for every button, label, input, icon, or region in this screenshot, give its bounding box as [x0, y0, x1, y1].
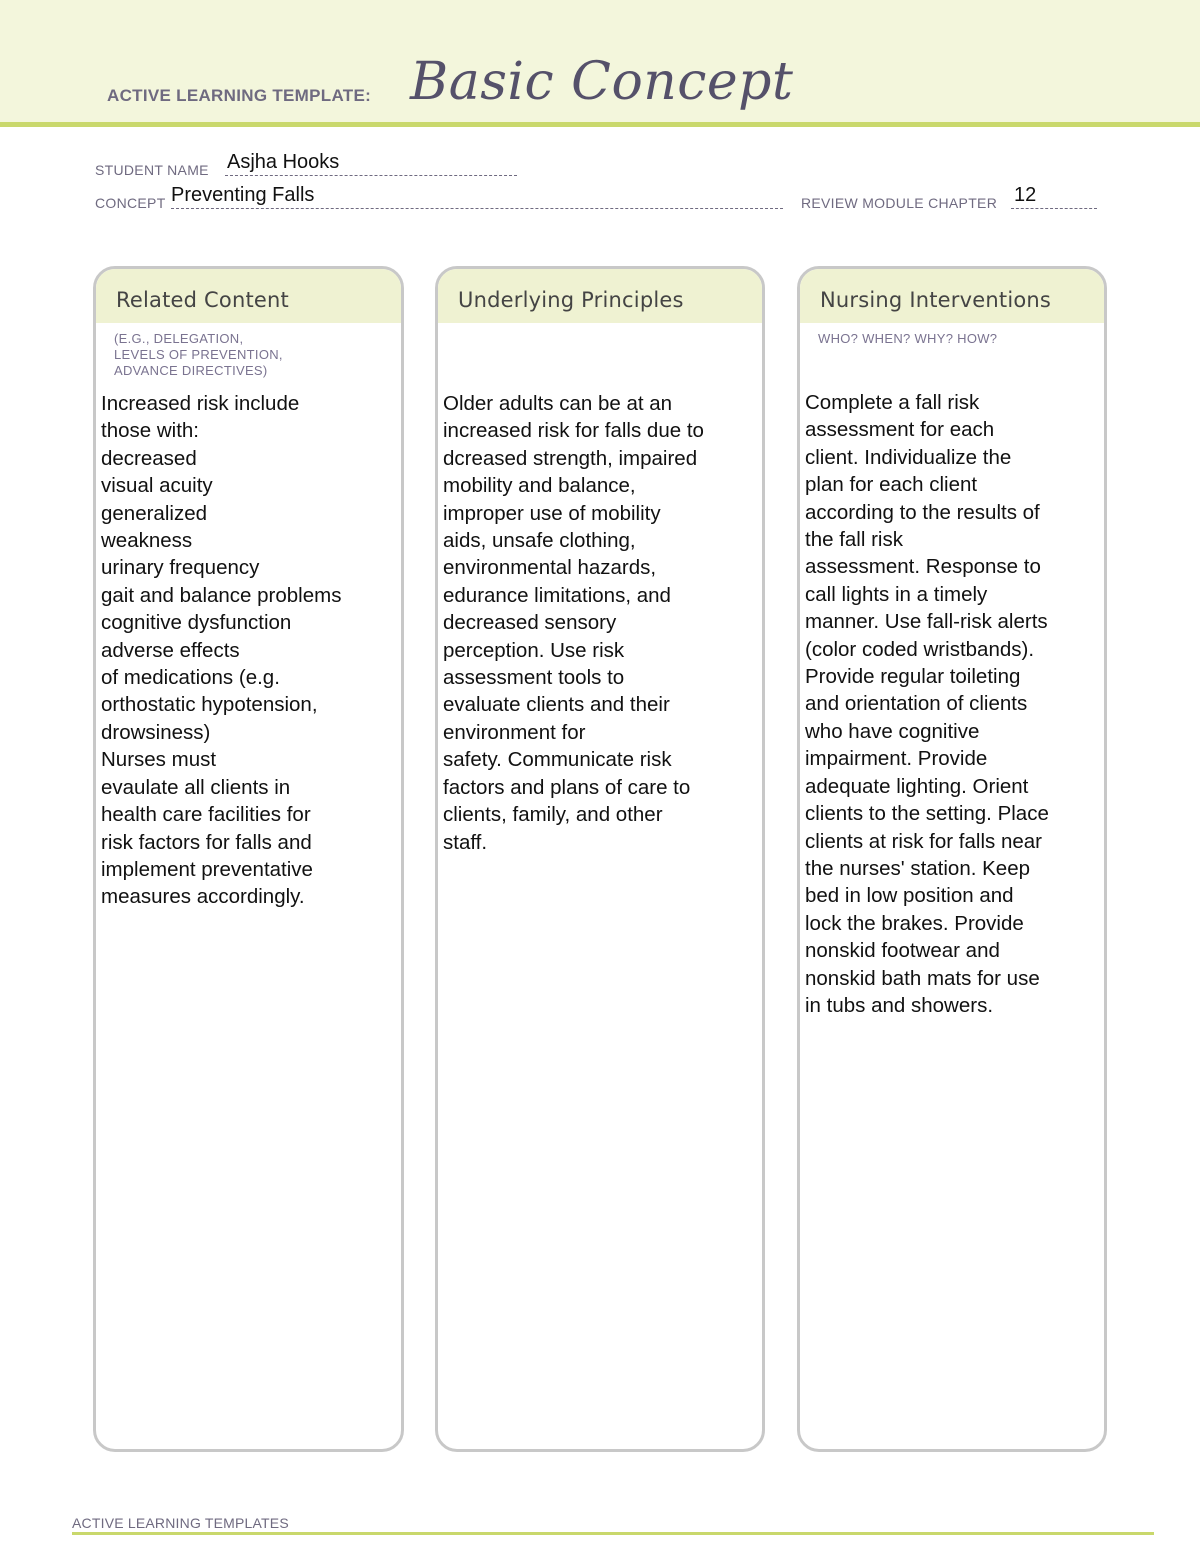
review-chapter-label: REVIEW MODULE CHAPTER — [801, 195, 998, 211]
template-label: ACTIVE LEARNING TEMPLATE: — [107, 86, 372, 105]
review-chapter-line — [1011, 208, 1097, 209]
underlying-principles-card — [435, 266, 765, 1452]
related-content-header — [96, 269, 401, 323]
concept-row — [95, 185, 795, 215]
underlying-principles-title: Underlying Principles — [458, 288, 684, 312]
related-content-hint: (E.G., DELEGATION, LEVELS OF PREVENTION, ADVANCE DIRECTIVES) — [114, 331, 283, 378]
footer-divider — [72, 1532, 1154, 1535]
related-content-card — [93, 266, 404, 1452]
nursing-interventions-text[interactable]: Complete a fall risk assessment for each client. Individualize the plan for each client according to the results of the fall risk assessment. Response to call lights in a timely manner. Use fall-risk alerts (color coded wristbands). Provide regular toileting and orientation of clients who have cognitive impairment. Provide adequate lighting. Orient clients to the setting. Place clients at risk for falls near the nurses' station. Keep bed in low position and lock the brakes. Provide nonskid footwear and nonskid bath mats for use in tubs and showers. — [805, 391, 1049, 1017]
header-divider — [0, 122, 1200, 127]
concept-line — [171, 208, 783, 209]
student-name-line — [225, 175, 517, 176]
nursing-interventions-title: Nursing Interventions — [820, 288, 1052, 312]
nursing-interventions-header — [800, 269, 1104, 323]
related-content-text[interactable]: Increased risk include those with: decreased visual acuity generalized weakness urinary frequency gait and balance problems cognitive dysfunction adverse effects of medications (e.g. orthostatic hypotension, drowsiness) Nurses must evaulate all clients in health care facilities for risk factors for falls and implement preventative measures accordingly. — [101, 392, 342, 909]
template-title: Basic Concept — [410, 52, 794, 112]
nursing-interventions-card — [797, 266, 1107, 1452]
student-name-label: STUDENT NAME — [95, 162, 209, 178]
review-chapter-field[interactable]: 12 — [1014, 184, 1037, 206]
nursing-interventions-hint: WHO? WHEN? WHY? HOW? — [818, 331, 998, 346]
underlying-principles-text[interactable]: Older adults can be at an increased risk for falls due to dcreased strength, impaired mobility and balance, improper use of mobility aids, unsafe clothing, environmental hazards, edurance limitations, and decreased sensory perception. Use risk assessment tools to evaluate clients and their environment for safety. Communicate risk factors and plans of care to clients, family, and other staff. — [443, 392, 704, 854]
student-name-row — [95, 152, 525, 182]
concept-field[interactable]: Preventing Falls — [171, 184, 315, 206]
related-content-title: Related Content — [116, 288, 289, 312]
underlying-principles-header — [438, 269, 762, 323]
concept-label: CONCEPT — [95, 195, 166, 211]
review-chapter-row — [801, 185, 1101, 215]
footer-label: ACTIVE LEARNING TEMPLATES — [72, 1515, 289, 1531]
student-name-field[interactable]: Asjha Hooks — [227, 151, 340, 173]
